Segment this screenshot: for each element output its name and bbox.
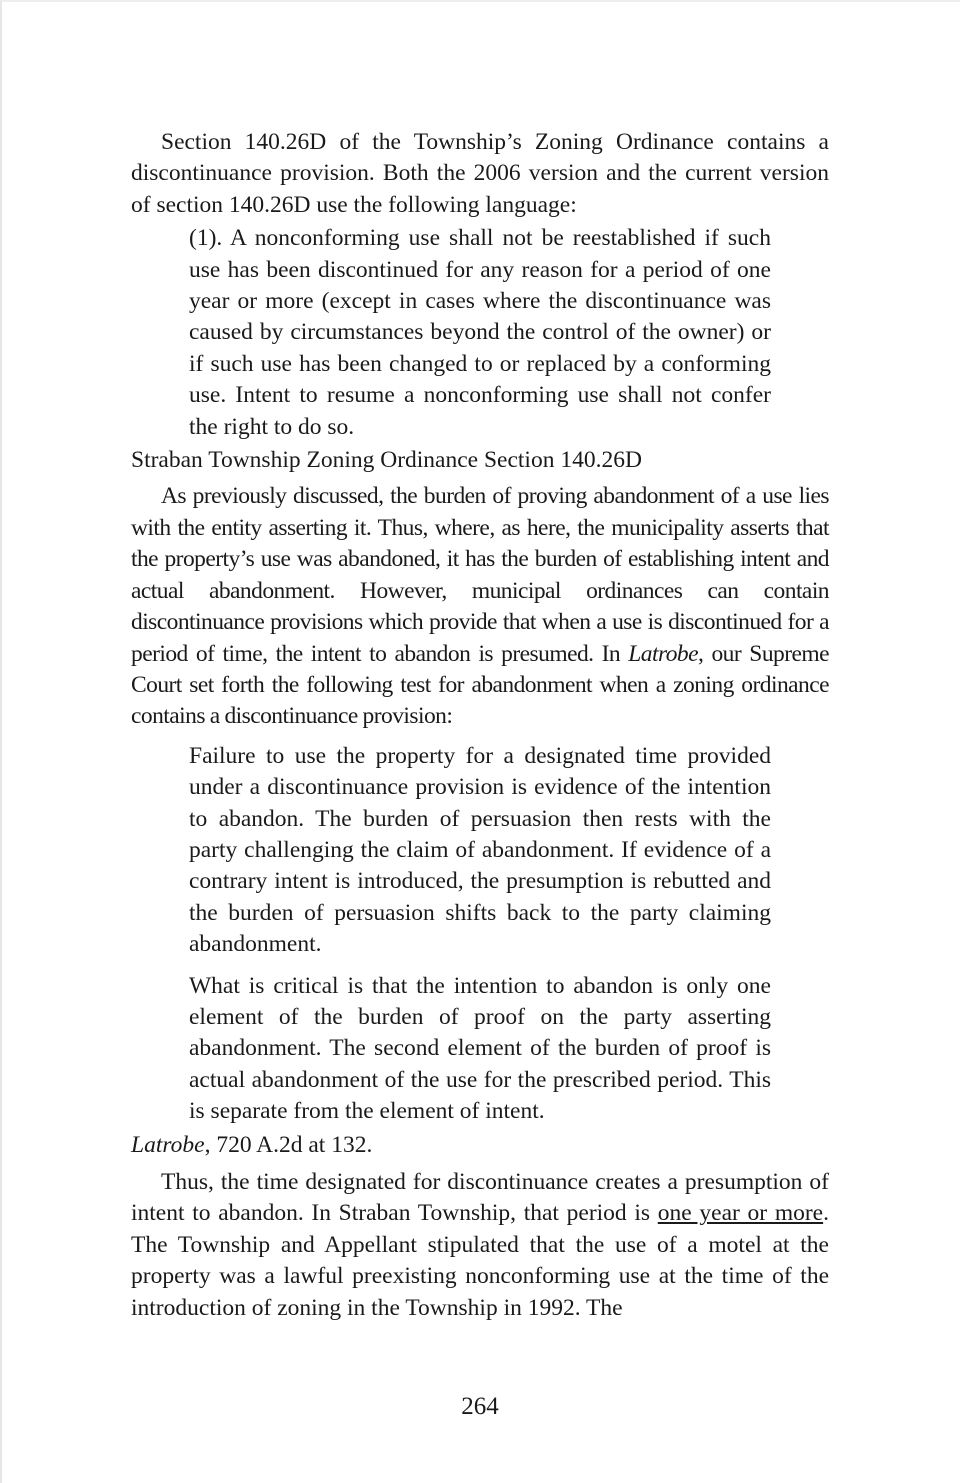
case-name-latrobe: Latrobe bbox=[628, 640, 698, 667]
paragraph-presumption bbox=[131, 1167, 829, 1324]
citation-reference: , 720 A.2d at 132. bbox=[204, 1131, 373, 1158]
underlined-period: one year or more bbox=[657, 1200, 824, 1227]
block-quote-ordinance: (1). A nonconforming use shall not be reestablished if such use has been discontinued for any reason for a period of one year or more (except in cases where the discontinuance was caused by circumstances beyond the control of the owner) or if such use has been changed to or replaced by a conforming use. Intent to resume a nonconforming use shall not confer the right to do so. bbox=[189, 225, 771, 440]
citation-latrobe bbox=[131, 1130, 829, 1161]
body-text bbox=[131, 127, 829, 1324]
block-quote-latrobe-1: Failure to use the property for a designated time provided under a discontinuance provision is evidence of the intention to abandon. The burden of persuasion then rests with the party challenging the claim of abandonment. If evidence of a contrary intent is introduced, the presumption is rebutted and the burden of persuasion shifts back to the party claiming abandonment. bbox=[189, 742, 771, 958]
citation-case-name: Latrobe bbox=[131, 1131, 205, 1158]
block-quote-latrobe-2: What is critical is that the intention to abandon is only one element of the burden of proof on the party asserting abandonment. The second element of the burden of proof is actual abandonment of the use for the prescribed period. This is separate from the element of intent. bbox=[189, 972, 771, 1125]
paragraph-presumption-text-2: . The Township and Appellant stipulated that the use of a motel at the property was a lawful preexisting nonconforming use at the time of the introduction of zoning in the Township in 1992. The bbox=[131, 1200, 829, 1321]
paragraph-abandonment bbox=[131, 481, 829, 732]
page-number: 264 bbox=[461, 1393, 499, 1420]
citation-ordinance: Straban Township Zoning Ordinance Section 140.26D bbox=[131, 447, 642, 474]
paragraph-abandonment-text-1: As previously discussed, the burden of proving abandonment of a use lies with the entity asserting it. Thus, where, as here, the municipality asserts that the property’s use was abandoned, it has the burden of establishing intent and actual abandonment. However, municipal ordinances can contain discontinuance provisions which provide that when a use is discontinued for a period of time, the intent to abandon is presumed. In bbox=[131, 483, 829, 667]
paragraph-intro: Section 140.26D of the Township’s Zoning Ordinance contains a discontinuance provision. Both the 2006 version and the current version of section 140.26D use the following language: bbox=[131, 129, 829, 218]
paragraph-abandonment-text-2: , our Supreme Court set forth the following test for abandonment when a zoning ordinance contains a discontinuance provision: bbox=[131, 640, 829, 730]
paragraph-presumption-text-1: Thus, the time designated for discontinuance creates a presumption of intent to abandon. In Straban Township, that period is bbox=[131, 1169, 829, 1227]
